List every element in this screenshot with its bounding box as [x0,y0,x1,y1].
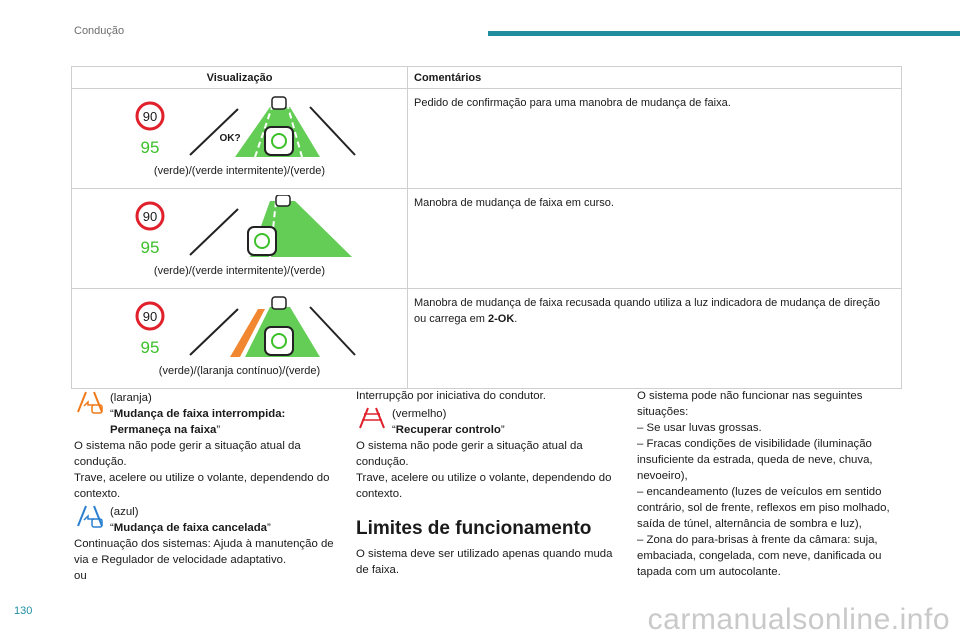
column-header-comments: Comentários [408,67,902,89]
quote-close: ” [216,424,221,436]
left-lane-line [190,109,241,155]
alert-message-text: Recuperar controlo [395,424,501,436]
current-speed-value: 95 [140,138,159,157]
alert-message-text: Mudança de faixa cancelada [113,522,268,534]
table-row [72,189,902,289]
text-column-right [637,388,899,580]
quote-open: “ [392,424,396,436]
text-column-left [74,388,336,584]
quote-close: ” [267,522,271,534]
watermark: carmanualsonline.info [647,603,950,636]
limitation-item: – encandeamento (luzes de veículos em sentido contrário, sol de frente, reflexos em piso molhado, saída de túnel, alternância de sombra e luz), [637,486,890,530]
limitation-item: – Zona do para-brisas à frente da câmara: suja, embaciada, congelada, com neve, danificada ou tapada com um autocolante. [637,534,882,578]
column-header-visual: Visualização [72,67,408,89]
alert-description: Continuação dos sistemas: Ajuda à manutenção de via e Regulador de velocidade adaptativo. [74,538,334,566]
quote-open: “ [110,408,114,420]
speed-limit-sign [137,203,163,229]
current-speed-value: 95 [140,238,159,257]
lane-assist-orange-icon [74,388,106,416]
alert-message [74,406,336,438]
current-speed-value: 95 [140,338,159,357]
alert-message [392,422,505,438]
alert-message [110,520,271,536]
quote-close: ” [500,424,505,436]
own-vehicle-icon [265,127,293,155]
alert-description: O sistema não pode gerir a situação atual da condução. [74,440,301,468]
speed-limit-value: 90 [142,209,157,224]
speed-limit-sign [137,303,163,329]
alert-instruction: Trave, acelere ou utilize o volante, dependendo do contexto. [74,472,330,500]
table-cell-visual [72,189,408,289]
right-lane-line [310,107,355,155]
speed-limit-value: 90 [142,309,157,324]
limitations-intro: O sistema pode não funcionar nas seguintes situações: [637,390,863,418]
table-cell-comment: Manobra de mudança de faixa em curso. [408,189,902,289]
alert-alternative: ou [74,570,87,582]
own-vehicle-icon [248,227,276,255]
page-number: 130 [14,605,33,617]
lane-assist-red-icon [356,404,388,432]
comment-end: . [514,313,518,325]
table-header-row [72,67,902,89]
left-lane-line [190,309,238,355]
left-lane-line [190,209,238,255]
visual-caption: (verde)/(verde intermitente)/(verde) [153,265,326,277]
lane-assist-blue-icon [74,502,106,530]
speed-limit-value: 90 [142,109,157,124]
comment-text: Manobra de mudança de faixa recusada quando utiliza a luz indicadora de mudança de direção ou carrega em [414,297,880,325]
visualization-table [71,66,902,389]
section-heading: Limites de funcionamento [356,518,592,539]
table-row [72,89,902,189]
vehicle-ahead-icon [276,195,290,206]
table-cell-comment [408,289,902,389]
lane-change-refused-illustration [120,295,360,365]
ok-badge: OK? [218,133,241,144]
vehicle-ahead-icon [272,97,286,109]
alert-description: O sistema não pode gerir a situação atual da condução. [356,440,583,468]
lane-change-in-progress-illustration [120,195,360,265]
section-body: O sistema deve ser utilizado apenas quando muda de faixa. [356,548,613,576]
visual-caption: (verde)/(laranja contínuo)/(verde) [158,365,321,377]
alert-color-label: (laranja) [110,392,152,404]
table-cell-visual [72,289,408,389]
table-cell-visual [72,89,408,189]
blue-alert-block [74,502,336,536]
section-title: Condução [74,25,125,37]
header-accent-bar [488,31,960,36]
visual-caption: (verde)/(verde intermitente)/(verde) [153,165,326,177]
table-row [72,289,902,389]
alert-color-label: (vermelho) [392,408,447,420]
text-column-middle [356,388,618,578]
limitation-item: – Fracas condições de visibilidade (iluminação insuficiente da estrada, queda de neve, chuva, nevoeiro), [637,438,873,482]
vehicle-ahead-icon [272,297,286,309]
comment-key-name: 2-OK [487,313,515,325]
right-lane-line [310,307,355,355]
alert-color-label: (azul) [110,506,139,518]
quote-open: “ [110,522,114,534]
table-cell-comment: Pedido de confirmação para uma manobra de mudança de faixa. [408,89,902,189]
speed-limit-sign [137,103,163,129]
red-alert-block [356,404,618,438]
driver-interruption-text: Interrupção por iniciativa do condutor. [356,390,546,402]
alert-message-text: Mudança de faixa interrompida: Permaneça na faixa [110,408,286,436]
lane-change-confirmation-illustration [120,95,360,165]
alert-instruction: Trave, acelere ou utilize o volante, dependendo do contexto. [356,472,612,500]
own-vehicle-icon [265,327,293,355]
limitation-item: – Se usar luvas grossas. [637,422,762,434]
